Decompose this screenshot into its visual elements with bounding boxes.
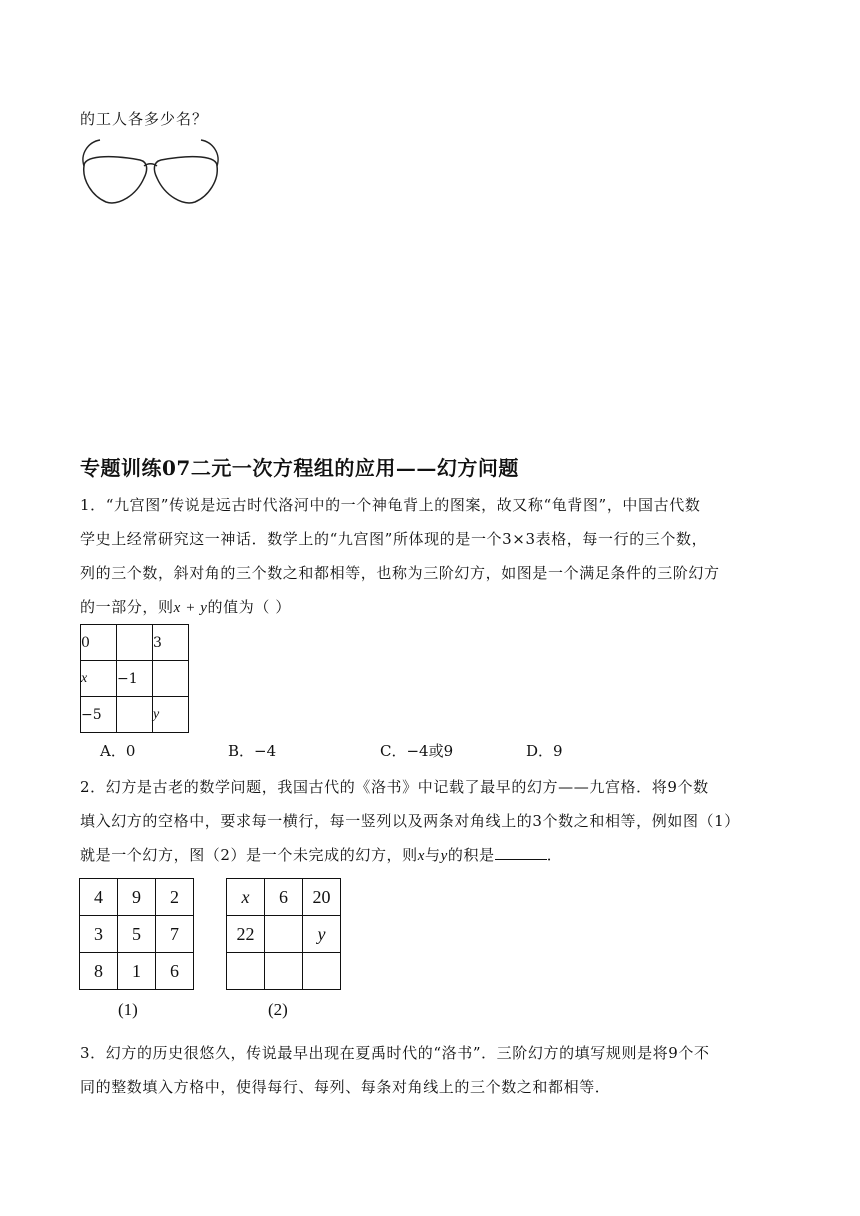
grid-cell: 9 (118, 879, 156, 916)
grid-cell: 6 (156, 953, 194, 990)
q1-line-2: 学史上经常研究这一神话．数学上的“九宫图”所体现的是一个3×3表格，每一行的三个数， (80, 530, 708, 548)
q2-line-3 (80, 838, 780, 873)
q2-line-3-pre: 就是一个幻方，图（2）是一个未完成的幻方，则 (80, 846, 418, 864)
grid-cell: x (227, 879, 265, 916)
q2-line-1: 2．幻方是古老的数学问题，我国古代的《洛书》中记载了最早的幻方——九宫格．将9个数 (80, 778, 709, 796)
grid-cell: −1 (117, 661, 153, 697)
grid-cell: 5 (118, 916, 156, 953)
q1-line-3: 列的三个数，斜对角的三个数之和都相等，也称为三阶幻方，如图是一个满足条件的三阶幻方 (80, 564, 720, 582)
figure-caption-2: (2) (268, 1000, 288, 1019)
grid-cell: 3 (80, 916, 118, 953)
q2-line-3-post: 的积是 (447, 846, 495, 864)
q1-line-4 (80, 590, 780, 625)
grid-cell: 20 (303, 879, 341, 916)
q2-line-3-end: ． (546, 846, 563, 864)
table-row (80, 916, 194, 953)
q2-line-2: 填入幻方的空格中，要求每一横行，每一竖列以及两条对角线上的3个数之和相等，例如图（1） (80, 812, 740, 830)
answer-blank[interactable] (495, 845, 547, 860)
q1-options (0, 740, 860, 760)
q3-line-2: 同的整数填入方格中，使得每行、每列、每条对角线上的三个数之和都相等． (80, 1078, 611, 1096)
grid-cell: 1 (118, 953, 156, 990)
option-d[interactable]: D．9 (526, 742, 563, 760)
table-row (81, 625, 189, 661)
question-2-text (80, 770, 780, 873)
q1-line-4-pre: 的一部分，则 (80, 598, 174, 616)
q2-var-y: y (440, 848, 448, 864)
sunglasses-illustration (78, 136, 223, 208)
grid-cell (265, 916, 303, 953)
table-row (227, 879, 341, 916)
q2-magic-square-2 (226, 878, 341, 990)
question-3-text (80, 1036, 780, 1104)
grid-cell (117, 697, 153, 733)
grid-cell: x (81, 661, 117, 697)
table-row (227, 916, 341, 953)
option-a[interactable]: A．0 (100, 742, 136, 760)
q1-line-4-post: 的值为（ ） (207, 598, 291, 616)
table-row (81, 697, 189, 733)
q2-var-x: x (417, 848, 426, 864)
question-1-text (80, 488, 780, 625)
grid-cell: 0 (81, 625, 117, 661)
grid-cell: 7 (156, 916, 194, 953)
grid-cell: 2 (156, 879, 194, 916)
table-row (81, 661, 189, 697)
q1-expression: x + y (173, 600, 208, 616)
figure-caption-1: (1) (118, 1000, 138, 1019)
grid-cell: y (153, 697, 189, 733)
grid-cell: 22 (227, 916, 265, 953)
q2-line-3-mid: 与 (425, 846, 441, 864)
q3-line-1: 3．幻方的历史很悠久，传说最早出现在夏禹时代的“洛书”．三阶幻方的填写规则是将9个不 (80, 1044, 710, 1062)
grid-cell: y (303, 916, 341, 953)
previous-question-tail: 的工人各多少名？ (80, 110, 209, 128)
grid-cell: 8 (80, 953, 118, 990)
grid-cell (153, 661, 189, 697)
q1-magic-square (80, 624, 189, 733)
grid-cell (265, 953, 303, 990)
option-b[interactable]: B．−4 (228, 742, 277, 760)
grid-cell (117, 625, 153, 661)
q1-line-1: 1．“九宫图”传说是远古时代洛河中的一个神龟背上的图案，故又称“龟背图”，中国古代数 (80, 496, 701, 514)
grid-cell: 4 (80, 879, 118, 916)
grid-cell: 3 (153, 625, 189, 661)
option-c[interactable]: C．−4或9 (380, 742, 454, 760)
table-row (227, 953, 341, 990)
grid-cell: −5 (81, 697, 117, 733)
section-title: 专题训练07二元一次方程组的应用——幻方问题 (80, 456, 519, 480)
grid-cell: 6 (265, 879, 303, 916)
q2-magic-square-1 (79, 878, 194, 990)
table-row (80, 879, 194, 916)
grid-cell (227, 953, 265, 990)
grid-cell (303, 953, 341, 990)
table-row (80, 953, 194, 990)
